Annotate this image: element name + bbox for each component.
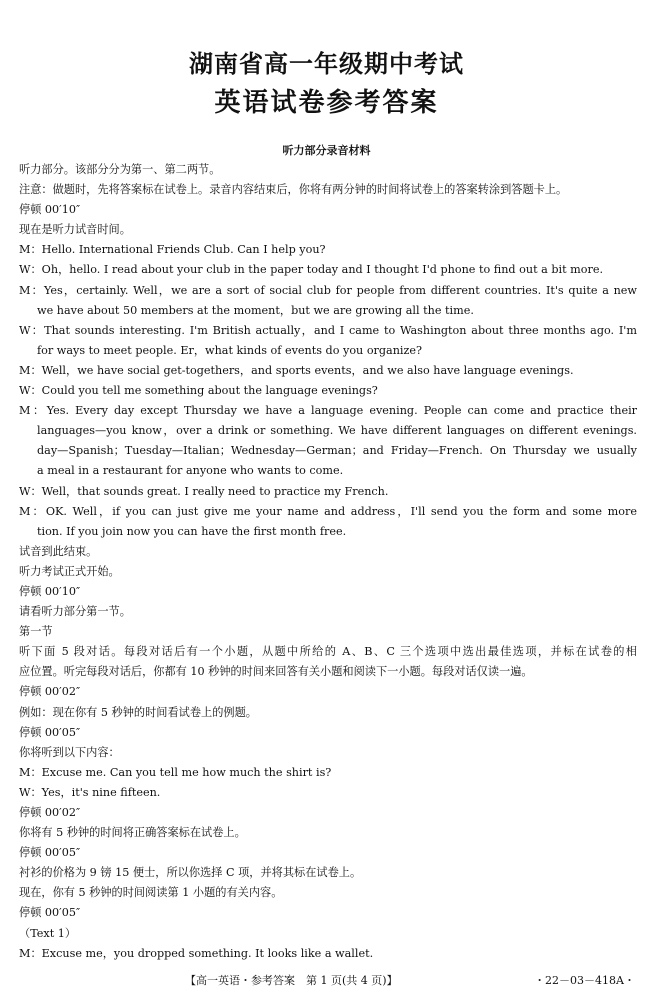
pause-line: 停顿 00′10″ [19, 584, 81, 598]
text-line: 应位置。听完每段对话后，你都有 10 秒钟的时间来回答有关小题和阅读下一小题。每段对话仅读一遍。 [19, 665, 533, 679]
exam-title: 湖南省高一年级期中考试 [189, 50, 464, 78]
dialogue-line: M：Hello. International Friends Club. Can I help you? [19, 243, 326, 257]
text-line: 请看听力部分第一节。 [19, 605, 131, 619]
page-footer [0, 972, 653, 992]
dialogue-line: languages—you know，over a drink or something. We have different languages on different evenings. [37, 424, 637, 438]
dialogue-line: M：Well，we have social get-togethers，and sports events，and we also have language evenings. [19, 363, 574, 377]
section-heading: 第一节 [19, 625, 53, 639]
dialogue-line: for ways to meet people. Er，what kinds of events do you organize? [37, 343, 423, 357]
dialogue-line: M：OK. Well，if you can just give me your name and address，I'll send you the form and some more [19, 504, 637, 518]
text-label: （Text 1） [19, 926, 77, 940]
text-line: 现在，你有 5 秒钟的时间阅读第 1 小题的有关内容。 [19, 886, 283, 900]
section-title: 听力部分录音材料 [282, 144, 371, 157]
dialogue-line: W：Well，that sounds great. I really need to practice my French. [19, 484, 389, 498]
pause-line: 停顿 00′02″ [19, 806, 81, 819]
pause-line: 停顿 00′05″ [19, 725, 81, 739]
text-line: 衬衫的价格为 9 镑 15 便士，所以你选择 C 项，并将其标在试卷上。 [19, 866, 362, 880]
text-line: 听下面 5 段对话。每段对话后有一个小题，从题中所给的 A、B、C 三个选项中选出最佳选项，并标在试卷的相 [19, 645, 637, 659]
text-line: 停顿 00′10″ [19, 203, 81, 217]
text-line: 听力考试正式开始。 [19, 564, 120, 578]
dialogue-line: W：Yes，it's nine fifteen. [19, 785, 161, 799]
dialogue-line: W：That sounds interesting. I'm British actually，and I came to Washington about three months ago. I'm [19, 323, 637, 337]
answer-key-title: 英语试卷参考答案 [214, 88, 439, 118]
text-line: 你将有 5 秒钟的时间将正确答案标在试卷上。 [19, 826, 246, 840]
text-line: 现在是听力试音时间。 [19, 223, 131, 237]
footer-code: ・22－03－418A・ [534, 974, 635, 987]
dialogue-line: we have about 50 members at the moment，but we are growing all the time. [37, 303, 474, 317]
footer-page-info: 【高一英语・参考答案 第 1 页(共 4 页)】 [185, 974, 398, 987]
pause-line: 停顿 00′05″ [19, 846, 81, 860]
text-line: 注意：做题时，先将答案标在试卷上。录音内容结束后，你将有两分钟的时间将试卷上的答案转涂到答题卡上。 [19, 183, 568, 197]
dialogue-line: M：Excuse me，you dropped something. It looks like a wallet. [19, 946, 374, 960]
dialogue-line: W：Oh，hello. I read about your club in the paper today and I thought I'd phone to find out a bit more. [19, 263, 604, 277]
dialogue-line: M：Yes. Every day except Thursday we have a language evening. People can come and practice their [19, 404, 637, 418]
text-line: 听力部分。该部分分为第一、第二两节。 [19, 163, 221, 176]
dialogue-line: W：Could you tell me something about the language evenings? [19, 384, 378, 398]
text-line: 试音到此结束。 [19, 544, 98, 558]
pause-line: 停顿 00′02″ [19, 685, 81, 699]
text-line: 例如：现在你有 5 秒钟的时间看试卷上的例题。 [19, 705, 257, 719]
dialogue-line: day—Spanish；Tuesday—Italian；Wednesday—German；and Friday—French. On Thursday we usually [37, 444, 637, 458]
dialogue-line: a meal in a restaurant for anyone who wants to come. [37, 464, 344, 478]
dialogue-line: M：Yes，certainly. Well，we are a sort of social club for people from different countries. It's quite a new [19, 283, 637, 297]
text-line: 你将听到以下内容： [19, 745, 120, 759]
dialogue-line: M：Excuse me. Can you tell me how much the shirt is? [19, 765, 332, 779]
pause-line: 停顿 00′05″ [19, 906, 81, 920]
transcript-body [19, 160, 637, 964]
dialogue-line: tion. If you join now you can have the first month free. [37, 524, 347, 538]
